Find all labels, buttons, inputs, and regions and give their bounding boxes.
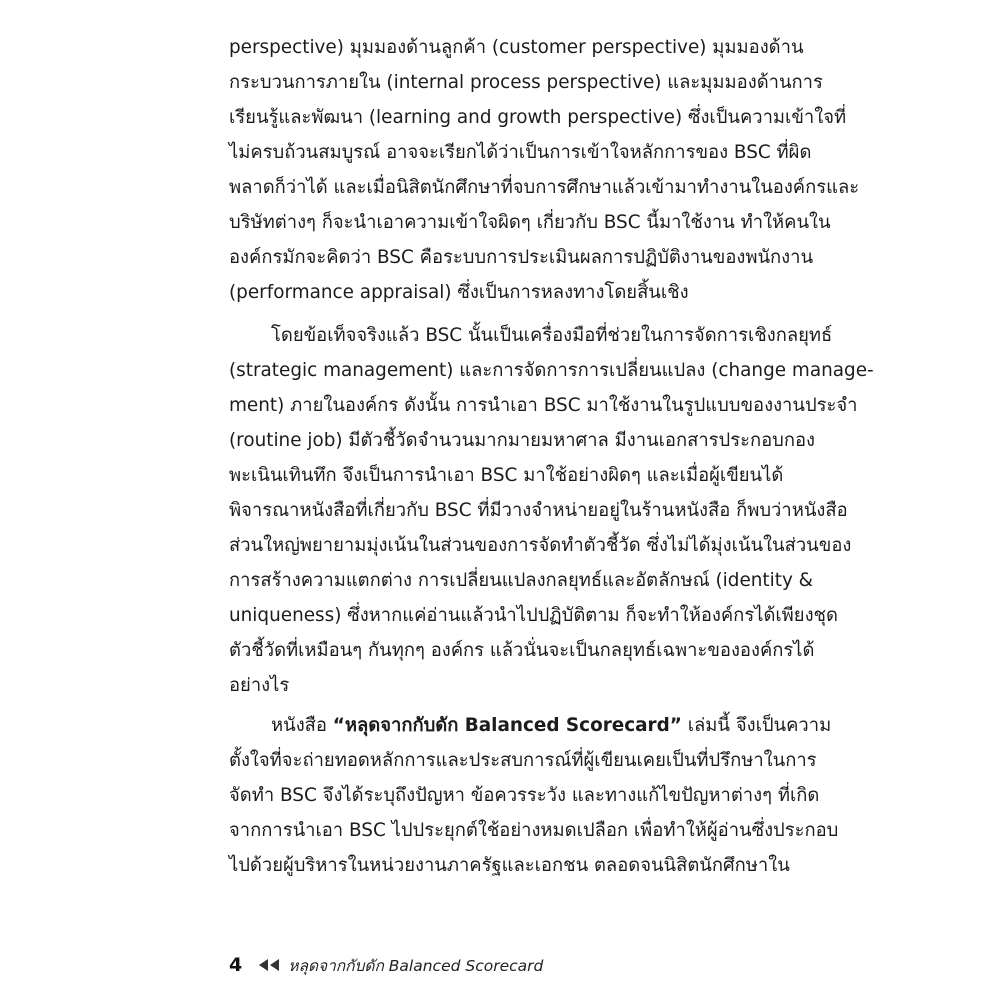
text-line: เรียนรู้และพัฒนา (learning and growth perspective) ซึ่งเป็นความเข้าใจที่ <box>229 107 847 128</box>
text-line: ส่วนใหญ่พยายามมุ่งเน้นในส่วนของการจัดทำตัวชี้วัด ซึ่งไม่ได้มุ่งเน้นในส่วนของ <box>229 535 852 556</box>
text-line: ไม่ครบถ้วนสมบูรณ์ อาจจะเรียกได้ว่าเป็นการเข้าใจหลักการของ BSC ที่ผิด <box>229 142 812 163</box>
text-line: โดยข้อเท็จจริงแล้ว BSC นั้นเป็นเครื่องมือที่ช่วยในการจัดการเชิงกลยุทธ์ <box>271 325 833 346</box>
book-title-quote: “หลุดจากกับดัก Balanced Scorecard” <box>332 715 682 736</box>
text-line: จัดทำ BSC จึงได้ระบุถึงปัญหา ข้อควรระวัง และทางแก้ไขปัญหาต่างๆ ที่เกิด <box>229 785 820 806</box>
text-line: อย่างไร <box>229 675 290 696</box>
text-line: ตั้งใจที่จะถ่ายทอดหลักการและประสบการณ์ที่ผู้เขียนเคยเป็นที่ปรึกษาในการ <box>229 750 817 771</box>
text-line: ตัวชี้วัดที่เหมือนๆ กันทุกๆ องค์กร แล้วนั่นจะเป็นกลยุทธ์เฉพาะขององค์กรได้ <box>229 640 815 661</box>
intro-suffix: เล่มนี้ จึงเป็นความ <box>681 715 832 736</box>
text-line: องค์กรมักจะคิดว่า BSC คือระบบการประเมินผลการปฏิบัติงานของพนักงาน <box>229 247 814 268</box>
page-number: 4 <box>229 954 243 976</box>
page-footer <box>229 948 543 982</box>
double-left-arrow-icon <box>258 959 280 971</box>
text-line: ไปด้วยผู้บริหารในหน่วยงานภาครัฐและเอกชน ตลอดจนนิสิตนักศึกษาใน <box>229 855 790 876</box>
text-line: กระบวนการภายใน (internal process perspective) และมุมมองด้านการ <box>229 72 823 93</box>
running-title: หลุดจากกับดัก Balanced Scorecard <box>288 956 544 975</box>
text-line: perspective) มุมมองด้านลูกค้า (customer perspective) มุมมองด้าน <box>229 37 804 58</box>
text-line: พลาดก็ว่าได้ และเมื่อนิสิตนักศึกษาที่จบการศึกษาแล้วเข้ามาทำงานในองค์กรและ <box>229 177 860 198</box>
intro-prefix: หนังสือ <box>271 715 333 736</box>
text-line: บริษัทต่างๆ ก็จะนำเอาความเข้าใจผิดๆ เกี่ยวกับ BSC นี้มาใช้งาน ทำให้คนใน <box>229 212 831 233</box>
text-line-book-intro <box>271 708 832 744</box>
text-line: (routine job) มีตัวชี้วัดจำนวนมากมายมหาศาล มีงานเอกสารประกอบกอง <box>229 430 815 451</box>
text-line: การสร้างความแตกต่าง การเปลี่ยนแปลงกลยุทธ์และอัตลักษณ์ (identity & <box>229 570 814 591</box>
text-line: จากการนำเอา BSC ไปประยุกต์ใช้อย่างหมดเปลือก เพื่อทำให้ผู้อ่านซึ่งประกอบ <box>229 820 839 841</box>
text-line: (strategic management) และการจัดการการเปลี่ยนแปลง (change manage- <box>229 360 874 381</box>
text-line: พิจารณาหนังสือที่เกี่ยวกับ BSC ที่มีวางจำหน่ายอยู่ในร้านหนังสือ ก็พบว่าหนังสือ <box>229 500 848 521</box>
text-line: (performance appraisal) ซึ่งเป็นการหลงทางโดยสิ้นเชิง <box>229 282 689 303</box>
text-line: ment) ภายในองค์กร ดังนั้น การนำเอา BSC มาใช้งานในรูปแบบของงานประจำ <box>229 395 858 416</box>
text-line: พะเนินเทินทึก จึงเป็นการนำเอา BSC มาใช้อย่างผิดๆ และเมื่อผู้เขียนได้ <box>229 465 784 486</box>
text-line: uniqueness) ซึ่งหากแค่อ่านแล้วนำไปปฏิบัติตาม ก็จะทำให้องค์กรได้เพียงชุด <box>229 605 838 626</box>
